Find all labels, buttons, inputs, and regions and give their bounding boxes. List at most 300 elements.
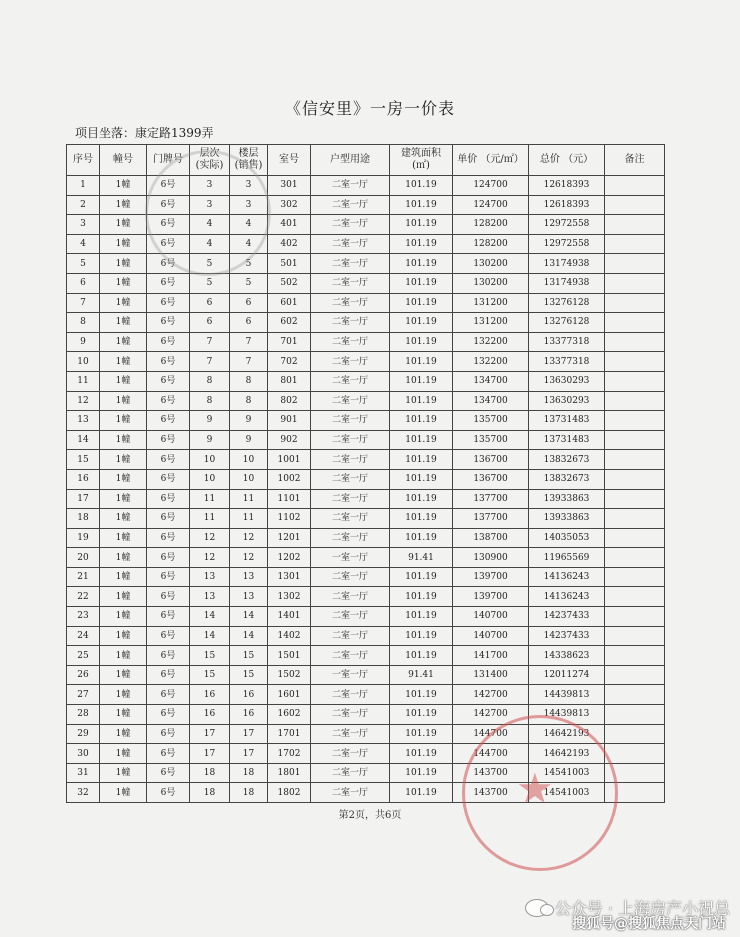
cell-room: 1602 (268, 705, 311, 725)
wechat-icon (525, 899, 549, 917)
cell-remark (605, 724, 665, 744)
cell-unit-price: 138700 (453, 528, 529, 548)
cell-door: 6号 (147, 234, 190, 254)
cell-index: 15 (67, 450, 100, 470)
cell-index: 3 (67, 215, 100, 235)
cell-total-price: 13276128 (529, 313, 605, 333)
table-row (67, 607, 665, 627)
cell-area: 101.19 (390, 763, 453, 783)
cell-remark (605, 293, 665, 313)
cell-remark (605, 215, 665, 235)
cell-room: 1801 (268, 763, 311, 783)
cell-floor-sales: 18 (230, 783, 268, 803)
cell-remark (605, 411, 665, 431)
cell-remark (605, 195, 665, 215)
cell-total-price: 14237433 (529, 626, 605, 646)
cell-unit-price: 132200 (453, 332, 529, 352)
cell-floor-actual: 12 (190, 528, 230, 548)
table-row (67, 489, 665, 509)
cell-total-price: 13630293 (529, 371, 605, 391)
cell-layout: 二室一厅 (311, 293, 390, 313)
cell-total-price: 13731483 (529, 430, 605, 450)
cell-floor-sales: 6 (230, 313, 268, 333)
cell-floor-sales: 15 (230, 665, 268, 685)
cell-floor-actual: 9 (190, 411, 230, 431)
cell-total-price: 13377318 (529, 332, 605, 352)
cell-floor-sales: 4 (230, 215, 268, 235)
table-row (67, 215, 665, 235)
cell-floor-sales: 17 (230, 744, 268, 764)
cell-remark (605, 234, 665, 254)
cell-unit-price: 135700 (453, 430, 529, 450)
price-table (66, 144, 665, 803)
cell-door: 6号 (147, 587, 190, 607)
cell-area: 101.19 (390, 352, 453, 372)
table-row (67, 371, 665, 391)
table-row (67, 469, 665, 489)
cell-floor-sales: 17 (230, 724, 268, 744)
cell-floor-sales: 4 (230, 234, 268, 254)
table-row (67, 783, 665, 803)
header-door: 门牌号 (147, 145, 190, 176)
cell-index: 11 (67, 371, 100, 391)
cell-unit-price: 137700 (453, 509, 529, 529)
cell-index: 13 (67, 411, 100, 431)
cell-area: 101.19 (390, 450, 453, 470)
cell-building: 1幢 (100, 587, 147, 607)
cell-total-price: 13933863 (529, 489, 605, 509)
cell-unit-price: 140700 (453, 626, 529, 646)
cell-layout: 二室一厅 (311, 528, 390, 548)
cell-door: 6号 (147, 665, 190, 685)
cell-floor-sales: 16 (230, 685, 268, 705)
cell-room: 1501 (268, 646, 311, 666)
cell-remark (605, 763, 665, 783)
cell-area: 101.19 (390, 411, 453, 431)
cell-total-price: 14237433 (529, 607, 605, 627)
cell-door: 6号 (147, 430, 190, 450)
cell-unit-price: 128200 (453, 215, 529, 235)
cell-unit-price: 124700 (453, 176, 529, 196)
cell-room: 1201 (268, 528, 311, 548)
cell-room: 1402 (268, 626, 311, 646)
cell-building: 1幢 (100, 567, 147, 587)
cell-door: 6号 (147, 744, 190, 764)
cell-total-price: 13832673 (529, 469, 605, 489)
cell-total-price: 13174938 (529, 273, 605, 293)
cell-index: 17 (67, 489, 100, 509)
cell-index: 25 (67, 646, 100, 666)
cell-unit-price: 137700 (453, 489, 529, 509)
cell-layout: 一室一厅 (311, 665, 390, 685)
cell-unit-price: 136700 (453, 450, 529, 470)
cell-floor-actual: 14 (190, 607, 230, 627)
cell-layout: 二室一厅 (311, 626, 390, 646)
table-row (67, 195, 665, 215)
cell-door: 6号 (147, 685, 190, 705)
cell-remark (605, 665, 665, 685)
cell-room: 1202 (268, 548, 311, 568)
cell-unit-price: 141700 (453, 646, 529, 666)
cell-building: 1幢 (100, 352, 147, 372)
cell-index: 32 (67, 783, 100, 803)
cell-remark (605, 587, 665, 607)
cell-area: 101.19 (390, 195, 453, 215)
cell-floor-sales: 15 (230, 646, 268, 666)
cell-floor-actual: 11 (190, 489, 230, 509)
cell-remark (605, 313, 665, 333)
cell-building: 1幢 (100, 273, 147, 293)
cell-building: 1幢 (100, 430, 147, 450)
cell-total-price: 14541003 (529, 783, 605, 803)
cell-floor-sales: 11 (230, 509, 268, 529)
cell-floor-sales: 12 (230, 528, 268, 548)
table-row (67, 724, 665, 744)
cell-room: 602 (268, 313, 311, 333)
cell-area: 101.19 (390, 234, 453, 254)
cell-layout: 二室一厅 (311, 313, 390, 333)
cell-total-price: 12618393 (529, 195, 605, 215)
header-area: 建筑面积 (㎡) (390, 145, 453, 176)
table-row (67, 234, 665, 254)
table-row (67, 176, 665, 196)
cell-area: 101.19 (390, 469, 453, 489)
cell-index: 10 (67, 352, 100, 372)
cell-layout: 二室一厅 (311, 744, 390, 764)
cell-area: 101.19 (390, 509, 453, 529)
cell-floor-sales: 9 (230, 411, 268, 431)
table-row (67, 626, 665, 646)
cell-building: 1幢 (100, 665, 147, 685)
cell-layout: 二室一厅 (311, 763, 390, 783)
cell-room: 502 (268, 273, 311, 293)
cell-area: 101.19 (390, 273, 453, 293)
cell-index: 16 (67, 469, 100, 489)
header-floor-sales: 楼层 (销售) (230, 145, 268, 176)
cell-index: 23 (67, 607, 100, 627)
table-row (67, 705, 665, 725)
cell-layout: 二室一厅 (311, 646, 390, 666)
cell-floor-actual: 7 (190, 352, 230, 372)
cell-building: 1幢 (100, 646, 147, 666)
cell-index: 21 (67, 567, 100, 587)
cell-unit-price: 139700 (453, 587, 529, 607)
cell-layout: 二室一厅 (311, 724, 390, 744)
cell-remark (605, 626, 665, 646)
cell-layout: 二室一厅 (311, 215, 390, 235)
cell-area: 101.19 (390, 724, 453, 744)
cell-door: 6号 (147, 273, 190, 293)
cell-unit-price: 144700 (453, 724, 529, 744)
cell-building: 1幢 (100, 293, 147, 313)
cell-floor-sales: 9 (230, 430, 268, 450)
cell-index: 20 (67, 548, 100, 568)
cell-remark (605, 509, 665, 529)
cell-index: 7 (67, 293, 100, 313)
cell-layout: 二室一厅 (311, 273, 390, 293)
header-room: 室号 (268, 145, 311, 176)
header-unit-price: 单价 （元/㎡） (453, 145, 529, 176)
cell-area: 91.41 (390, 548, 453, 568)
cell-floor-actual: 4 (190, 215, 230, 235)
cell-layout: 二室一厅 (311, 176, 390, 196)
cell-floor-actual: 7 (190, 332, 230, 352)
cell-index: 27 (67, 685, 100, 705)
cell-door: 6号 (147, 783, 190, 803)
cell-remark (605, 371, 665, 391)
cell-remark (605, 607, 665, 627)
cell-floor-sales: 10 (230, 469, 268, 489)
table-row (67, 509, 665, 529)
cell-remark (605, 548, 665, 568)
cell-index: 12 (67, 391, 100, 411)
cell-total-price: 13731483 (529, 411, 605, 431)
cell-index: 9 (67, 332, 100, 352)
cell-layout: 二室一厅 (311, 332, 390, 352)
cell-remark (605, 332, 665, 352)
cell-remark (605, 391, 665, 411)
cell-total-price: 13276128 (529, 293, 605, 313)
cell-room: 1001 (268, 450, 311, 470)
cell-area: 101.19 (390, 587, 453, 607)
cell-door: 6号 (147, 567, 190, 587)
cell-area: 101.19 (390, 646, 453, 666)
cell-total-price: 14439813 (529, 705, 605, 725)
cell-remark (605, 254, 665, 274)
table-row (67, 352, 665, 372)
table-row (67, 567, 665, 587)
cell-layout: 二室一厅 (311, 567, 390, 587)
cell-floor-actual: 10 (190, 450, 230, 470)
cell-layout: 二室一厅 (311, 352, 390, 372)
table-row (67, 254, 665, 274)
cell-index: 6 (67, 273, 100, 293)
cell-floor-sales: 14 (230, 607, 268, 627)
cell-total-price: 13630293 (529, 391, 605, 411)
cell-index: 18 (67, 509, 100, 529)
cell-layout: 二室一厅 (311, 254, 390, 274)
cell-unit-price: 139700 (453, 567, 529, 587)
cell-room: 801 (268, 371, 311, 391)
header-layout: 户型用途 (311, 145, 390, 176)
cell-index: 19 (67, 528, 100, 548)
cell-room: 1502 (268, 665, 311, 685)
cell-area: 101.19 (390, 332, 453, 352)
cell-total-price: 14439813 (529, 685, 605, 705)
cell-floor-sales: 8 (230, 371, 268, 391)
cell-total-price: 13377318 (529, 352, 605, 372)
cell-door: 6号 (147, 724, 190, 744)
cell-unit-price: 135700 (453, 411, 529, 431)
cell-index: 30 (67, 744, 100, 764)
cell-door: 6号 (147, 195, 190, 215)
cell-floor-actual: 13 (190, 587, 230, 607)
cell-floor-sales: 16 (230, 705, 268, 725)
cell-building: 1幢 (100, 763, 147, 783)
sohu-watermark: 搜狐号@搜狐焦点天门站 (572, 916, 726, 932)
cell-floor-actual: 16 (190, 685, 230, 705)
cell-floor-sales: 13 (230, 567, 268, 587)
cell-building: 1幢 (100, 234, 147, 254)
cell-remark (605, 450, 665, 470)
cell-remark (605, 685, 665, 705)
cell-building: 1幢 (100, 607, 147, 627)
cell-area: 101.19 (390, 215, 453, 235)
table-body (67, 176, 665, 803)
cell-layout: 二室一厅 (311, 685, 390, 705)
cell-door: 6号 (147, 371, 190, 391)
header-floor-actual: 层次 (实际) (190, 145, 230, 176)
cell-total-price: 12618393 (529, 176, 605, 196)
cell-index: 24 (67, 626, 100, 646)
cell-door: 6号 (147, 489, 190, 509)
cell-unit-price: 131200 (453, 293, 529, 313)
header-remark: 备注 (605, 145, 665, 176)
cell-area: 101.19 (390, 626, 453, 646)
cell-room: 1702 (268, 744, 311, 764)
cell-total-price: 13174938 (529, 254, 605, 274)
cell-unit-price: 142700 (453, 685, 529, 705)
cell-room: 1101 (268, 489, 311, 509)
cell-area: 101.19 (390, 528, 453, 548)
cell-index: 22 (67, 587, 100, 607)
cell-remark (605, 273, 665, 293)
cell-unit-price: 140700 (453, 607, 529, 627)
table-row (67, 293, 665, 313)
cell-door: 6号 (147, 646, 190, 666)
cell-layout: 二室一厅 (311, 587, 390, 607)
cell-room: 1102 (268, 509, 311, 529)
cell-unit-price: 130200 (453, 273, 529, 293)
cell-layout: 二室一厅 (311, 391, 390, 411)
table-row (67, 313, 665, 333)
cell-floor-actual: 17 (190, 744, 230, 764)
cell-total-price: 14642193 (529, 724, 605, 744)
cell-area: 101.19 (390, 705, 453, 725)
cell-door: 6号 (147, 509, 190, 529)
cell-building: 1幢 (100, 254, 147, 274)
cell-unit-price: 143700 (453, 783, 529, 803)
cell-floor-actual: 6 (190, 313, 230, 333)
header-building: 幢号 (100, 145, 147, 176)
cell-room: 401 (268, 215, 311, 235)
cell-unit-price: 142700 (453, 705, 529, 725)
cell-index: 4 (67, 234, 100, 254)
cell-door: 6号 (147, 763, 190, 783)
cell-unit-price: 131400 (453, 665, 529, 685)
cell-floor-actual: 6 (190, 293, 230, 313)
cell-floor-sales: 8 (230, 391, 268, 411)
cell-unit-price: 131200 (453, 313, 529, 333)
table-row (67, 587, 665, 607)
cell-index: 5 (67, 254, 100, 274)
table-row (67, 411, 665, 431)
document-title: 《信安里》一房一价表 (284, 99, 455, 118)
cell-floor-sales: 13 (230, 587, 268, 607)
cell-layout: 二室一厅 (311, 450, 390, 470)
cell-floor-actual: 17 (190, 724, 230, 744)
cell-index: 8 (67, 313, 100, 333)
cell-remark (605, 489, 665, 509)
cell-index: 26 (67, 665, 100, 685)
cell-index: 29 (67, 724, 100, 744)
cell-building: 1幢 (100, 528, 147, 548)
cell-room: 1002 (268, 469, 311, 489)
cell-index: 14 (67, 430, 100, 450)
cell-door: 6号 (147, 548, 190, 568)
cell-floor-actual: 12 (190, 548, 230, 568)
cell-area: 101.19 (390, 744, 453, 764)
cell-floor-sales: 7 (230, 352, 268, 372)
cell-index: 1 (67, 176, 100, 196)
cell-room: 902 (268, 430, 311, 450)
seal-star-icon: ★ (516, 764, 554, 813)
cell-door: 6号 (147, 293, 190, 313)
cell-floor-actual: 16 (190, 705, 230, 725)
cell-area: 101.19 (390, 685, 453, 705)
cell-layout: 二室一厅 (311, 411, 390, 431)
cell-remark (605, 528, 665, 548)
cell-door: 6号 (147, 391, 190, 411)
cell-door: 6号 (147, 332, 190, 352)
table-row (67, 450, 665, 470)
table-header-row (67, 145, 665, 176)
cell-unit-price: 128200 (453, 234, 529, 254)
cell-door: 6号 (147, 607, 190, 627)
cell-area: 101.19 (390, 607, 453, 627)
cell-unit-price: 136700 (453, 469, 529, 489)
cell-building: 1幢 (100, 371, 147, 391)
project-location: 项目坐落：康定路1399弄 (75, 126, 214, 140)
cell-remark (605, 744, 665, 764)
cell-layout: 一室一厅 (311, 548, 390, 568)
cell-floor-actual: 9 (190, 430, 230, 450)
cell-total-price: 14136243 (529, 587, 605, 607)
cell-door: 6号 (147, 469, 190, 489)
cell-remark (605, 430, 665, 450)
cell-floor-actual: 8 (190, 371, 230, 391)
cell-floor-actual: 13 (190, 567, 230, 587)
cell-total-price: 13933863 (529, 509, 605, 529)
cell-area: 101.19 (390, 567, 453, 587)
page-footer: 第2页，共6页 (338, 810, 402, 821)
cell-floor-actual: 4 (190, 234, 230, 254)
header-total-price: 总价 （元） (529, 145, 605, 176)
cell-area: 91.41 (390, 665, 453, 685)
cell-room: 1601 (268, 685, 311, 705)
cell-remark (605, 352, 665, 372)
cell-layout: 二室一厅 (311, 705, 390, 725)
cell-building: 1幢 (100, 450, 147, 470)
cell-room: 1401 (268, 607, 311, 627)
table-row (67, 391, 665, 411)
cell-layout: 二室一厅 (311, 783, 390, 803)
cell-building: 1幢 (100, 548, 147, 568)
cell-total-price: 12972558 (529, 215, 605, 235)
cell-building: 1幢 (100, 469, 147, 489)
cell-door: 6号 (147, 626, 190, 646)
cell-building: 1幢 (100, 215, 147, 235)
table-row (67, 273, 665, 293)
cell-door: 6号 (147, 528, 190, 548)
cell-remark (605, 469, 665, 489)
cell-floor-actual: 14 (190, 626, 230, 646)
cell-building: 1幢 (100, 783, 147, 803)
cell-building: 1幢 (100, 509, 147, 529)
cell-floor-actual: 3 (190, 176, 230, 196)
cell-door: 6号 (147, 215, 190, 235)
cell-area: 101.19 (390, 783, 453, 803)
